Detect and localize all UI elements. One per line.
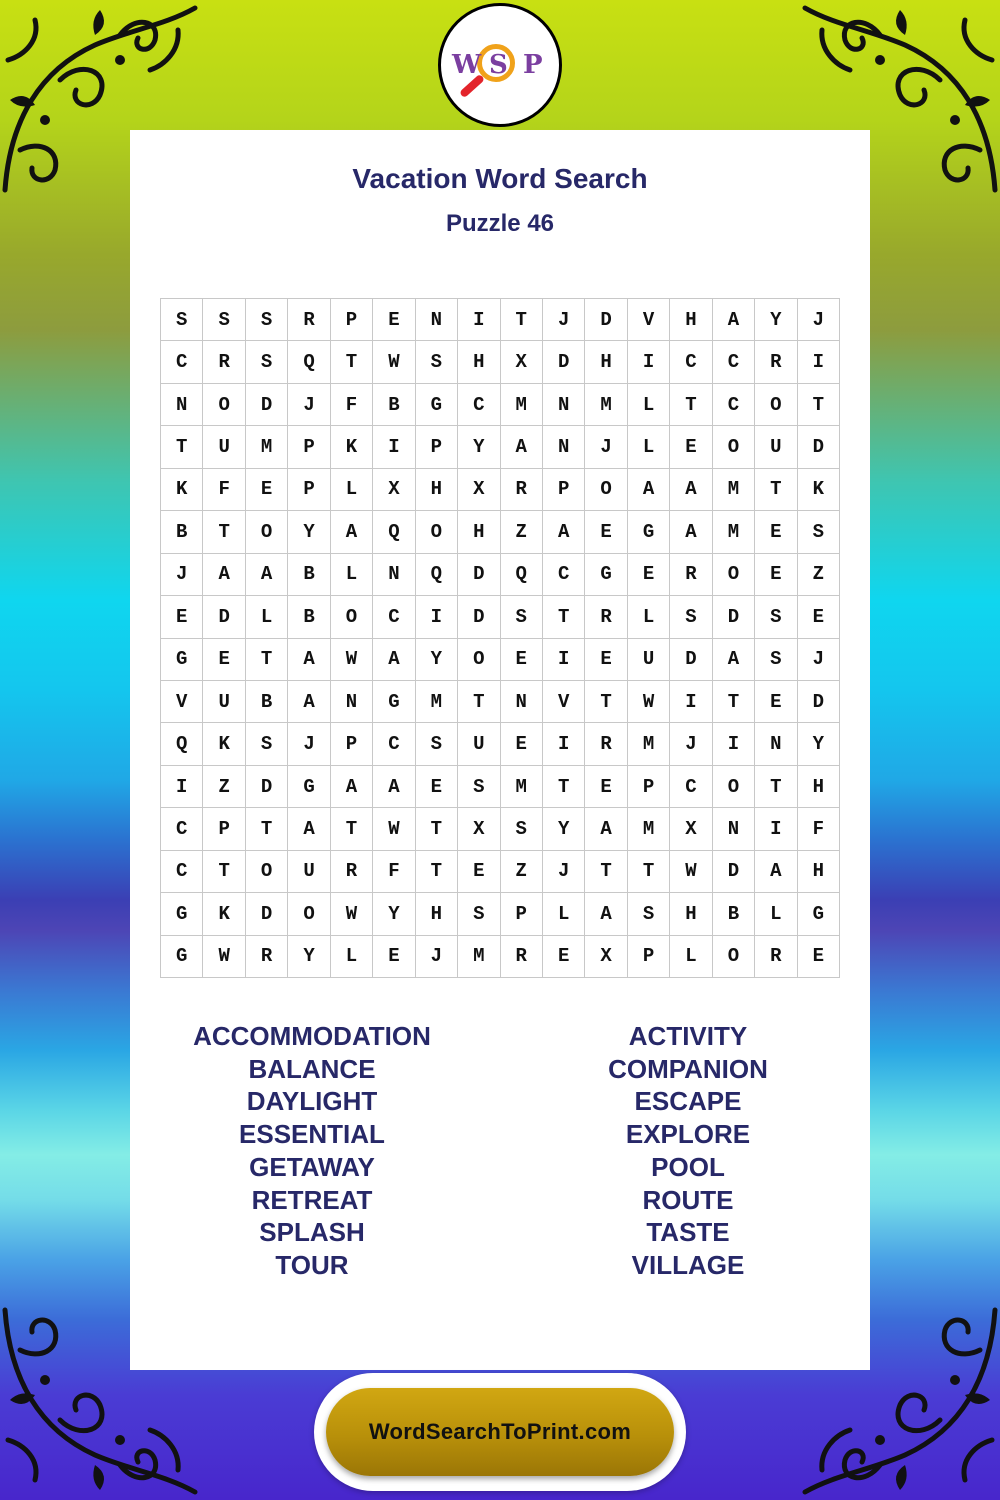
grid-cell[interactable]: S [501, 596, 543, 638]
grid-cell[interactable]: P [501, 893, 543, 935]
grid-cell[interactable]: E [246, 469, 288, 511]
grid-cell[interactable]: G [416, 384, 458, 426]
grid-cell[interactable]: P [416, 426, 458, 468]
grid-cell[interactable]: R [755, 341, 797, 383]
grid-cell[interactable]: C [161, 341, 203, 383]
grid-cell[interactable]: I [543, 639, 585, 681]
grid-cell[interactable]: A [628, 469, 670, 511]
word-list-item: BALANCE [248, 1053, 376, 1084]
grid-cell[interactable]: S [755, 596, 797, 638]
grid-cell[interactable]: Z [203, 766, 245, 808]
grid-cell[interactable]: E [373, 299, 415, 341]
grid-cell[interactable]: I [373, 426, 415, 468]
grid-cell[interactable]: G [628, 511, 670, 553]
grid-cell[interactable]: C [670, 766, 712, 808]
grid-cell[interactable]: J [288, 723, 330, 765]
grid-cell[interactable]: N [501, 681, 543, 723]
grid-cell[interactable]: Q [161, 723, 203, 765]
grid-cell[interactable]: Y [416, 639, 458, 681]
grid-cell[interactable]: D [798, 426, 840, 468]
grid-cell[interactable]: D [458, 596, 500, 638]
grid-cell[interactable]: E [755, 554, 797, 596]
grid-cell[interactable]: M [585, 384, 627, 426]
grid-cell[interactable]: Y [543, 808, 585, 850]
grid-cell[interactable]: O [713, 936, 755, 978]
grid-cell[interactable]: Z [798, 554, 840, 596]
word-list-item: ACCOMMODATION [193, 1021, 431, 1051]
grid-cell[interactable]: F [203, 469, 245, 511]
page-title: Vacation Word Search [352, 163, 648, 194]
grid-cell[interactable]: T [713, 681, 755, 723]
grid-cell[interactable]: P [203, 808, 245, 850]
grid-cell[interactable]: I [755, 808, 797, 850]
grid-cell[interactable]: L [331, 936, 373, 978]
grid-cell[interactable]: T [501, 299, 543, 341]
word-list-item: RETREAT [251, 1184, 373, 1215]
grid-cell[interactable]: T [246, 639, 288, 681]
grid-cell[interactable]: L [543, 893, 585, 935]
grid-cell[interactable]: U [203, 426, 245, 468]
grid-cell[interactable]: G [161, 893, 203, 935]
grid-cell[interactable]: P [628, 766, 670, 808]
grid-cell[interactable]: D [713, 596, 755, 638]
grid-cell[interactable]: C [458, 384, 500, 426]
grid-cell[interactable]: J [288, 384, 330, 426]
grid-cell[interactable]: W [670, 851, 712, 893]
grid-cell[interactable]: X [670, 808, 712, 850]
grid-cell[interactable]: M [713, 511, 755, 553]
grid-cell[interactable]: A [585, 808, 627, 850]
grid-cell[interactable]: A [543, 511, 585, 553]
grid-cell[interactable]: O [585, 469, 627, 511]
grid-cell[interactable]: L [331, 554, 373, 596]
grid-cell[interactable]: E [373, 936, 415, 978]
word-list-item: POOL [651, 1151, 725, 1182]
word-list-left [132, 1020, 492, 1282]
grid-cell[interactable]: V [161, 681, 203, 723]
grid-cell[interactable]: A [713, 639, 755, 681]
grid-cell[interactable]: E [543, 936, 585, 978]
word-list-item: TOUR [275, 1249, 349, 1280]
grid-cell[interactable]: H [670, 299, 712, 341]
grid-cell[interactable]: N [713, 808, 755, 850]
grid-cell[interactable]: M [246, 426, 288, 468]
grid-cell[interactable]: S [501, 808, 543, 850]
grid-cell[interactable]: S [798, 511, 840, 553]
grid-cell[interactable]: Y [373, 893, 415, 935]
logo-letter: S [489, 50, 508, 80]
grid-cell[interactable]: X [373, 469, 415, 511]
grid-cell[interactable]: B [288, 554, 330, 596]
grid-cell[interactable]: M [713, 469, 755, 511]
grid-cell[interactable]: C [373, 723, 415, 765]
word-list-right [508, 1020, 868, 1282]
grid-cell[interactable]: S [161, 299, 203, 341]
grid-cell[interactable]: D [585, 299, 627, 341]
grid-cell[interactable]: E [501, 723, 543, 765]
grid-cell[interactable]: K [161, 469, 203, 511]
word-list-item: COMPANION [608, 1053, 768, 1084]
grid-cell[interactable]: M [501, 766, 543, 808]
grid-cell[interactable]: L [246, 596, 288, 638]
grid-cell[interactable]: J [798, 639, 840, 681]
grid-cell[interactable]: L [628, 596, 670, 638]
grid-cell[interactable]: W [203, 936, 245, 978]
grid-cell[interactable]: J [798, 299, 840, 341]
grid-cell[interactable]: E [755, 681, 797, 723]
grid-cell[interactable]: M [628, 723, 670, 765]
grid-cell[interactable]: J [585, 426, 627, 468]
grid-cell[interactable]: S [416, 341, 458, 383]
grid-cell[interactable]: O [203, 384, 245, 426]
grid-cell[interactable]: A [288, 681, 330, 723]
word-list-item: ESSENTIAL [239, 1119, 385, 1150]
grid-cell[interactable]: X [458, 469, 500, 511]
grid-cell[interactable]: U [628, 639, 670, 681]
grid-cell[interactable]: Y [458, 426, 500, 468]
grid-cell[interactable]: D [798, 681, 840, 723]
grid-cell[interactable]: S [416, 723, 458, 765]
grid-cell[interactable]: S [246, 723, 288, 765]
grid-cell[interactable]: A [713, 299, 755, 341]
grid-cell[interactable]: Q [288, 341, 330, 383]
grid-cell[interactable]: A [755, 851, 797, 893]
grid-cell[interactable]: A [501, 426, 543, 468]
grid-cell[interactable]: F [373, 851, 415, 893]
grid-cell[interactable]: G [288, 766, 330, 808]
grid-cell[interactable]: G [373, 681, 415, 723]
grid-cell[interactable]: C [161, 851, 203, 893]
grid-cell[interactable]: I [713, 723, 755, 765]
grid-cell[interactable]: D [246, 893, 288, 935]
grid-cell[interactable]: S [755, 639, 797, 681]
grid-cell[interactable]: E [798, 596, 840, 638]
grid-cell[interactable]: O [416, 511, 458, 553]
grid-cell[interactable]: B [713, 893, 755, 935]
grid-cell[interactable]: O [713, 554, 755, 596]
word-list-item: ACTIVITY [628, 1021, 748, 1051]
grid-cell[interactable]: J [416, 936, 458, 978]
grid-cell[interactable]: Y [288, 511, 330, 553]
grid-cell[interactable]: L [755, 893, 797, 935]
grid-cell[interactable]: Z [501, 851, 543, 893]
grid-cell[interactable]: T [203, 511, 245, 553]
grid-cell[interactable]: Q [373, 511, 415, 553]
grid-cell[interactable]: T [628, 851, 670, 893]
site-link[interactable]: WordSearchToPrint.com [368, 1419, 632, 1444]
grid-cell[interactable]: D [543, 341, 585, 383]
grid-cell[interactable]: F [331, 384, 373, 426]
grid-cell[interactable]: E [161, 596, 203, 638]
grid-cell[interactable]: H [798, 851, 840, 893]
footer-banner[interactable] [326, 1388, 674, 1476]
grid-cell[interactable]: N [416, 299, 458, 341]
grid-cell[interactable]: H [585, 341, 627, 383]
grid-cell[interactable]: A [288, 808, 330, 850]
grid-cell[interactable]: T [331, 808, 373, 850]
grid-cell[interactable]: I [161, 766, 203, 808]
grid-cell[interactable]: P [543, 469, 585, 511]
grid-cell[interactable]: T [331, 341, 373, 383]
grid-cell[interactable]: J [161, 554, 203, 596]
grid-cell[interactable]: K [203, 723, 245, 765]
grid-cell[interactable]: O [458, 639, 500, 681]
grid-cell[interactable]: C [713, 341, 755, 383]
grid-cell[interactable]: N [543, 426, 585, 468]
grid-cell[interactable]: H [458, 341, 500, 383]
puzzle-number: Puzzle 46 [445, 210, 555, 237]
grid-cell[interactable]: P [331, 723, 373, 765]
grid-cell[interactable]: C [713, 384, 755, 426]
grid-cell[interactable]: R [246, 936, 288, 978]
grid-cell[interactable]: I [670, 681, 712, 723]
grid-cell[interactable]: N [543, 384, 585, 426]
grid-cell[interactable]: Z [501, 511, 543, 553]
grid-cell[interactable]: S [628, 893, 670, 935]
grid-cell[interactable]: E [416, 766, 458, 808]
grid-cell[interactable]: T [755, 469, 797, 511]
grid-cell[interactable]: K [203, 893, 245, 935]
letter-grid [160, 298, 840, 978]
grid-cell[interactable]: M [458, 936, 500, 978]
grid-cell[interactable]: E [458, 851, 500, 893]
grid-cell[interactable]: I [798, 341, 840, 383]
grid-cell[interactable]: O [713, 766, 755, 808]
grid-cell[interactable]: B [161, 511, 203, 553]
grid-cell[interactable]: R [585, 723, 627, 765]
grid-cell[interactable]: G [585, 554, 627, 596]
grid-cell[interactable]: P [288, 426, 330, 468]
grid-cell[interactable]: P [628, 936, 670, 978]
grid-cell[interactable]: E [501, 639, 543, 681]
grid-cell[interactable]: T [543, 766, 585, 808]
grid-cell[interactable]: A [373, 766, 415, 808]
grid-cell[interactable]: U [203, 681, 245, 723]
grid-cell[interactable]: Y [755, 299, 797, 341]
grid-cell[interactable]: F [798, 808, 840, 850]
grid-cell[interactable]: A [585, 893, 627, 935]
grid-cell[interactable]: S [458, 893, 500, 935]
word-list-item: GETAWAY [249, 1151, 375, 1182]
grid-cell[interactable]: T [585, 851, 627, 893]
grid-cell[interactable]: W [331, 639, 373, 681]
grid-cell[interactable]: E [585, 766, 627, 808]
grid-cell[interactable]: T [246, 808, 288, 850]
grid-cell[interactable]: B [373, 384, 415, 426]
grid-cell[interactable]: U [755, 426, 797, 468]
grid-cell[interactable]: T [670, 384, 712, 426]
wsp-logo[interactable] [438, 3, 562, 127]
grid-cell[interactable]: W [373, 808, 415, 850]
grid-cell[interactable]: S [246, 341, 288, 383]
grid-cell[interactable]: A [203, 554, 245, 596]
grid-cell[interactable]: I [416, 596, 458, 638]
grid-cell[interactable]: P [288, 469, 330, 511]
grid-cell[interactable]: A [331, 766, 373, 808]
grid-cell[interactable]: T [203, 851, 245, 893]
logo-letter: W [452, 50, 482, 80]
grid-cell[interactable]: K [798, 469, 840, 511]
grid-cell[interactable]: Y [798, 723, 840, 765]
grid-cell[interactable]: O [246, 851, 288, 893]
word-list-item: SPLASH [259, 1217, 365, 1248]
grid-cell[interactable]: A [246, 554, 288, 596]
grid-cell[interactable]: H [458, 511, 500, 553]
grid-cell[interactable]: A [331, 511, 373, 553]
grid-cell[interactable]: D [458, 554, 500, 596]
grid-cell[interactable]: N [373, 554, 415, 596]
grid-cell[interactable]: V [628, 299, 670, 341]
grid-cell[interactable]: Q [416, 554, 458, 596]
grid-cell[interactable]: E [755, 511, 797, 553]
grid-cell[interactable]: E [670, 426, 712, 468]
grid-cell[interactable]: T [416, 808, 458, 850]
grid-cell[interactable]: H [416, 469, 458, 511]
grid-cell[interactable]: E [585, 639, 627, 681]
grid-cell[interactable]: J [543, 299, 585, 341]
logo-letter: P [523, 50, 543, 80]
grid-cell[interactable]: M [501, 384, 543, 426]
grid-cell[interactable]: C [543, 554, 585, 596]
grid-cell[interactable]: X [585, 936, 627, 978]
grid-cell[interactable]: A [373, 639, 415, 681]
grid-cell[interactable]: J [543, 851, 585, 893]
grid-cell[interactable]: L [628, 384, 670, 426]
grid-cell[interactable]: I [543, 723, 585, 765]
grid-cell[interactable]: U [458, 723, 500, 765]
grid-cell[interactable]: E [585, 511, 627, 553]
grid-cell[interactable]: B [246, 681, 288, 723]
grid-cell[interactable]: Q [501, 554, 543, 596]
grid-cell[interactable]: T [755, 766, 797, 808]
grid-cell[interactable]: O [288, 893, 330, 935]
grid-cell[interactable]: R [501, 469, 543, 511]
grid-cell[interactable]: E [798, 936, 840, 978]
grid-cell[interactable]: D [670, 639, 712, 681]
grid-cell[interactable]: T [543, 596, 585, 638]
grid-cell[interactable]: X [458, 808, 500, 850]
grid-cell[interactable]: G [161, 639, 203, 681]
grid-cell[interactable]: S [246, 299, 288, 341]
grid-cell[interactable]: D [246, 384, 288, 426]
grid-cell[interactable]: R [331, 851, 373, 893]
grid-cell[interactable]: M [416, 681, 458, 723]
word-list-item: ESCAPE [634, 1086, 742, 1117]
grid-cell[interactable]: D [203, 596, 245, 638]
grid-cell[interactable]: N [755, 723, 797, 765]
word-list-item: TASTE [646, 1217, 730, 1248]
grid-cell[interactable]: R [670, 554, 712, 596]
grid-cell[interactable]: A [288, 639, 330, 681]
grid-cell[interactable]: K [331, 426, 373, 468]
grid-cell[interactable]: N [331, 681, 373, 723]
grid-cell[interactable]: T [458, 681, 500, 723]
grid-cell[interactable]: C [670, 341, 712, 383]
grid-cell[interactable]: J [670, 723, 712, 765]
grid-cell[interactable]: A [670, 469, 712, 511]
grid-cell[interactable]: D [713, 851, 755, 893]
grid-cell[interactable]: O [713, 426, 755, 468]
grid-cell[interactable]: H [798, 766, 840, 808]
grid-cell[interactable]: X [501, 341, 543, 383]
grid-cell[interactable]: N [161, 384, 203, 426]
grid-cell[interactable]: W [331, 893, 373, 935]
grid-cell[interactable]: S [458, 766, 500, 808]
grid-cell[interactable]: V [543, 681, 585, 723]
grid-cell[interactable]: O [755, 384, 797, 426]
grid-cell[interactable]: R [288, 299, 330, 341]
grid-cell[interactable]: R [755, 936, 797, 978]
word-list-item: VILLAGE [631, 1249, 745, 1280]
grid-cell[interactable]: L [331, 469, 373, 511]
grid-cell[interactable]: D [246, 766, 288, 808]
grid-cell[interactable]: W [373, 341, 415, 383]
grid-cell[interactable]: T [416, 851, 458, 893]
grid-cell[interactable]: S [203, 299, 245, 341]
grid-cell[interactable]: M [628, 808, 670, 850]
grid-cell[interactable]: I [628, 341, 670, 383]
grid-cell[interactable]: I [458, 299, 500, 341]
grid-cell[interactable]: R [501, 936, 543, 978]
grid-cell[interactable]: O [246, 511, 288, 553]
grid-cell[interactable]: T [798, 384, 840, 426]
grid-cell[interactable]: U [288, 851, 330, 893]
grid-cell[interactable]: H [416, 893, 458, 935]
grid-cell[interactable]: L [628, 426, 670, 468]
grid-cell[interactable]: G [798, 893, 840, 935]
word-list-item: DAYLIGHT [246, 1086, 378, 1117]
grid-cell[interactable]: L [670, 936, 712, 978]
grid-cell[interactable]: O [331, 596, 373, 638]
grid-cell[interactable]: P [331, 299, 373, 341]
grid-cell[interactable]: S [670, 596, 712, 638]
grid-cell[interactable]: R [203, 341, 245, 383]
grid-cell[interactable]: A [670, 511, 712, 553]
grid-cell[interactable]: B [288, 596, 330, 638]
grid-cell[interactable]: T [161, 426, 203, 468]
grid-cell[interactable]: Y [288, 936, 330, 978]
word-list-item: ROUTE [642, 1184, 734, 1215]
word-list-item: EXPLORE [625, 1119, 751, 1150]
grid-cell[interactable]: W [628, 681, 670, 723]
grid-cell[interactable]: G [161, 936, 203, 978]
grid-cell[interactable]: C [161, 808, 203, 850]
grid-cell[interactable]: E [628, 554, 670, 596]
grid-cell[interactable]: T [585, 681, 627, 723]
grid-cell[interactable]: R [585, 596, 627, 638]
grid-cell[interactable]: H [670, 893, 712, 935]
grid-cell[interactable]: C [373, 596, 415, 638]
grid-cell[interactable]: E [203, 639, 245, 681]
